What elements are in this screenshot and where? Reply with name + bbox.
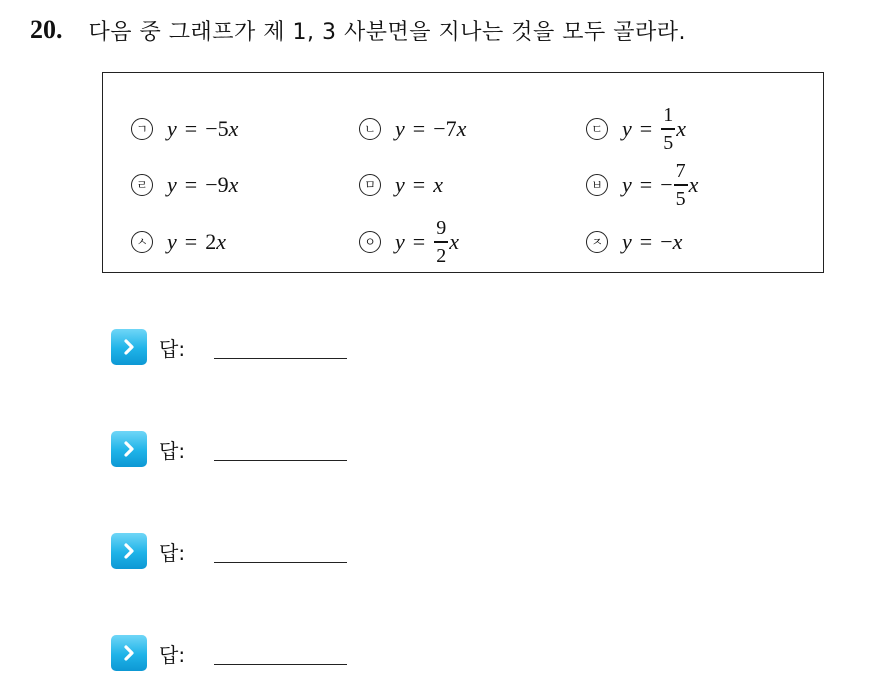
answer-label: 답:	[159, 336, 186, 361]
question-text: 다음 중 그래프가 제 1, 3 사분면을 지나는 것을 모두 골라라.	[88, 19, 686, 45]
options-box	[102, 72, 824, 273]
chevron-right-icon	[111, 635, 147, 671]
answer-row	[111, 427, 185, 471]
option-marker: ㄷ	[586, 118, 608, 140]
option-mieum	[359, 165, 443, 205]
option-marker: ㅂ	[586, 174, 608, 196]
chevron-right-icon	[111, 533, 147, 569]
answer-blank[interactable]	[214, 358, 347, 359]
chevron-right-icon	[111, 329, 147, 365]
option-siot	[131, 222, 226, 262]
option-marker: ㄱ	[131, 118, 153, 140]
option-bieup	[586, 160, 699, 210]
answer-row	[111, 529, 185, 573]
equation: y = $\frac{9}{2}$ x	[395, 217, 459, 267]
answer-label: 답:	[159, 438, 186, 463]
answer-row	[111, 631, 185, 675]
answer-blank[interactable]	[214, 460, 347, 461]
answer-row	[111, 325, 185, 369]
equation: y = − x	[622, 229, 683, 254]
equation: y = −9 x	[167, 172, 239, 197]
option-jieut	[586, 222, 682, 262]
question-header	[30, 14, 686, 46]
answer-label: 답:	[159, 642, 186, 667]
option-rieul	[131, 165, 238, 205]
equation: y = x	[395, 172, 443, 197]
equation: y = −5 x	[167, 116, 239, 141]
option-marker: ㅈ	[586, 231, 608, 253]
equation: y = 2 x	[167, 229, 226, 254]
fraction: $\frac{7}{5}$	[675, 160, 686, 210]
option-digeut	[586, 104, 686, 154]
answer-blank[interactable]	[214, 562, 347, 563]
option-marker: ㄴ	[359, 118, 381, 140]
option-marker: ㅇ	[359, 231, 381, 253]
equation: y = − $\frac{7}{5}$ x	[622, 160, 699, 210]
option-marker: ㅁ	[359, 174, 381, 196]
fraction: $\frac{1}{5}$	[663, 104, 674, 154]
equation: y = $\frac{1}{5}$ x	[622, 104, 686, 154]
option-ieung	[359, 217, 459, 267]
answer-label: 답:	[159, 540, 186, 565]
fraction: $\frac{9}{2}$	[436, 217, 447, 267]
option-marker: ㅅ	[131, 231, 153, 253]
option-nieun	[359, 109, 466, 149]
chevron-right-icon	[111, 431, 147, 467]
option-marker: ㄹ	[131, 174, 153, 196]
option-giyeok	[131, 109, 238, 149]
question-number: 20.	[30, 15, 63, 44]
answer-blank[interactable]	[214, 664, 347, 665]
equation: y = −7 x	[395, 116, 467, 141]
